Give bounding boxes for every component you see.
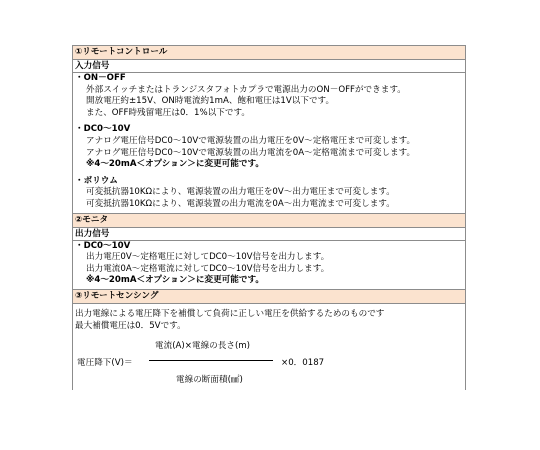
monitor-line: 出力電圧0V～定格電圧に対してDC0～10V信号を出力します。 [86,252,330,263]
monitor-note: ※4～20mA＜オプション＞に変更可能です。 [86,275,264,286]
on-off-line: また、OFF時残留電圧は0．1%以下です。 [86,107,250,118]
remote-control-header: ①リモートコントロール [73,46,465,60]
remote-sensing-line: 出力電線による電圧降下を補償して負荷に正しい電圧を供給するためのものです [75,308,385,319]
volume-line: 可変抵抗器10KΩにより、電源装置の出力電圧を0V～出力電圧まで可変します。 [86,187,395,198]
remote-sensing-line: 最大補償電圧は0．5Vです。 [75,320,186,331]
formula-numerator: 電流(A)×電線の長さ(m) [155,341,251,352]
input-signal-heading: 入力信号 [73,60,465,73]
on-off-line: 外部スイッチまたはトランジスタフォトカプラで電源出力のON－OFFができます。 [86,84,406,95]
output-signal-heading: 出力信号 [73,228,465,241]
dc0-10v-note: ※4～20mA＜オプション＞に変更可能です。 [86,159,264,170]
remote-control-body [73,73,465,213]
formula-lhs: 電圧降下(V)＝ [77,358,133,369]
formula-rhs: ×0．0187 [281,358,325,369]
dc0-10v-line: アナログ電圧信号DC0～10Vで電源装置の出力電流を0A～定格電流まで可変します。 [86,147,416,158]
on-off-title: ・ON－OFF [75,73,126,83]
volume-line: 可変抵抗器10KΩにより、電源装置の出力電流を0A～出力電流まで可変します。 [86,198,395,209]
dc0-10v-title: ・DC0～10V [75,124,131,135]
remote-sensing-header: ③リモートセンシング [73,289,465,304]
voltage-drop-formula [75,332,463,390]
spec-document [72,45,466,390]
monitor-header: ②モニタ [73,213,465,228]
on-off-line: 開放電圧約±15V、ON時電流約1mA、飽和電圧は1V以下です。 [86,96,335,107]
remote-sensing-body [73,304,465,390]
formula-denominator: 電線の断面積(㎟) [176,375,243,386]
dc0-10v-line: アナログ電圧信号DC0～10Vで電源装置の出力電圧を0V～定格電圧まで可変します。 [86,135,416,146]
volume-title: ・ボリウム [75,175,118,186]
monitor-line: 出力電流0A～定格電流に対してDC0～10V信号を出力します。 [86,263,330,274]
monitor-body [73,241,465,289]
monitor-dc0-10v-title: ・DC0～10V [75,240,131,251]
fraction-bar [149,360,273,361]
